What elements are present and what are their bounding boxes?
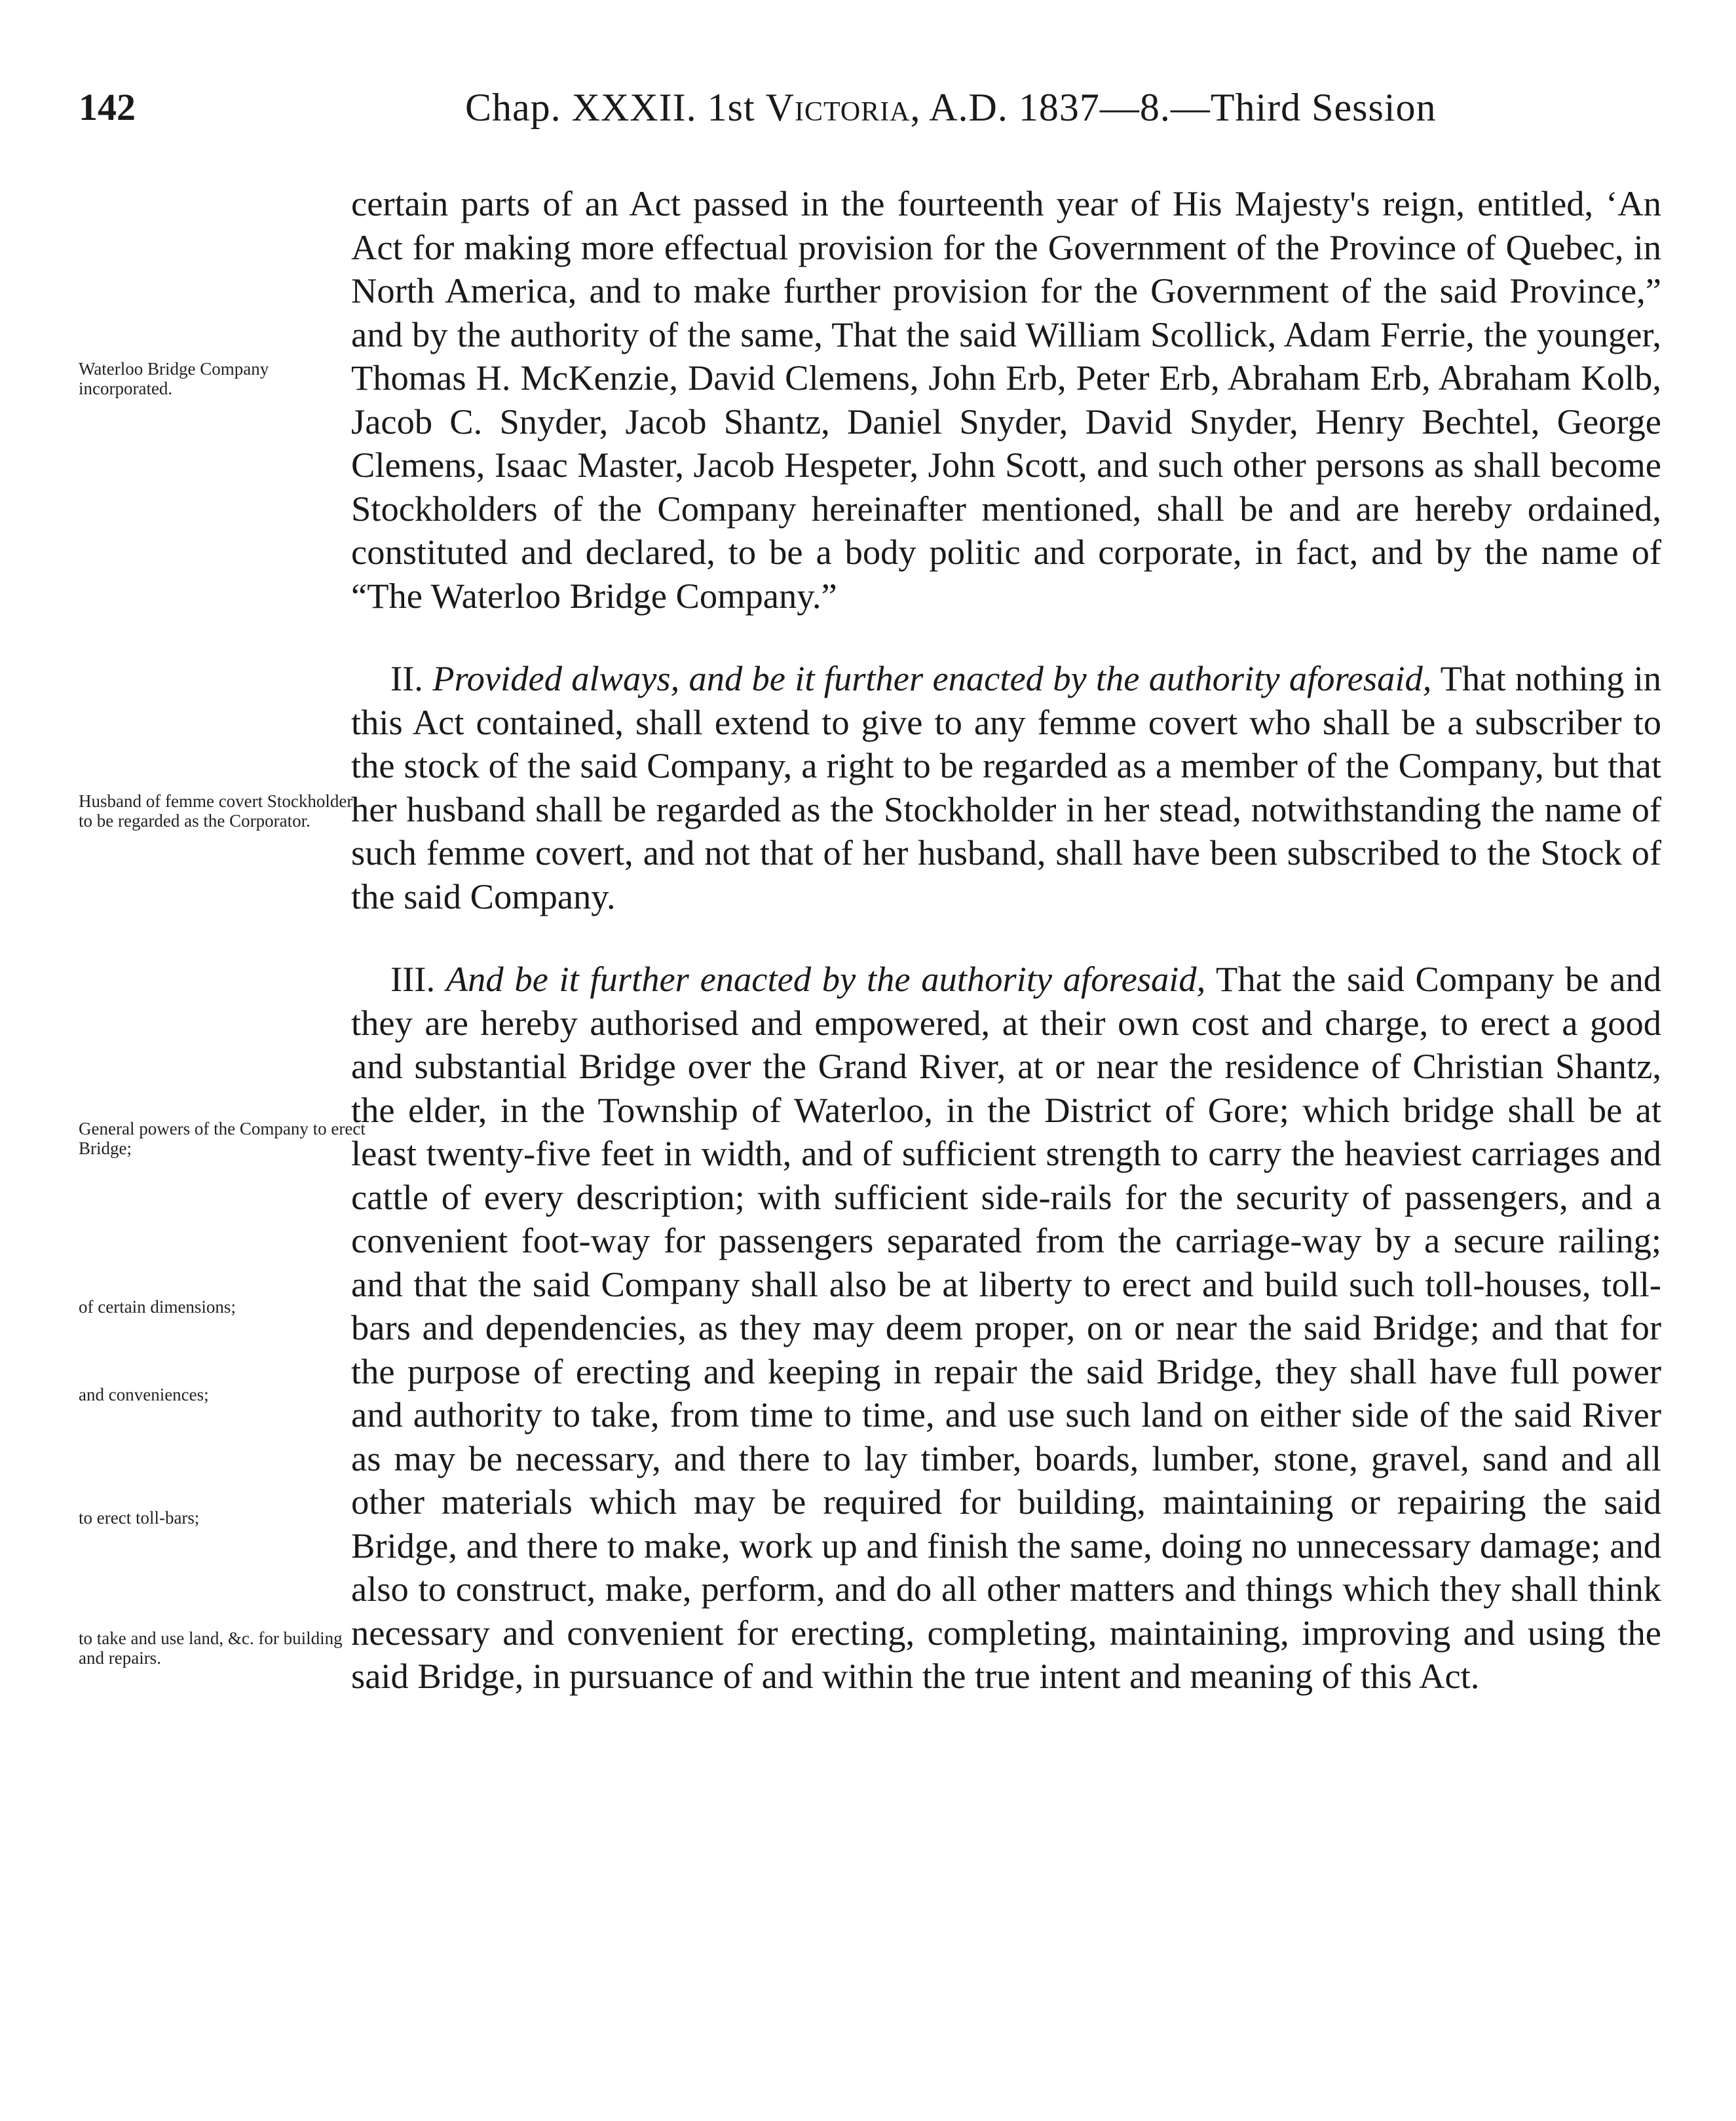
section-2 [351,657,1661,918]
paragraph-continuation: certain parts of an Act passed in the fourteenth year of His Majesty's reign, entitled, ‘An Act for making more effectual provision for the Government of the Province of Quebec, in North America, and to make further provision for the Government of the said Province,” and by the authority of the same, That the said William Scollick, Adam Ferrie, the younger, Thomas H. McKenzie, David Clemens, John Erb, Peter Erb, Abraham Erb, Abraham Kolb, Jacob C. Snyder, Jacob Shantz, Daniel Snyder, David Snyder, Henry Bechtel, George Clemens, Isaac Master, Jacob Hespeter, John Scott, and such other persons as shall become Stockholders of the Company hereinafter mentioned, shall be and are hereby ordained, constituted and declared, to be a body politic and corporate, in fact, and by the name of “The Waterloo Bridge Company.” [351,183,1661,616]
section-2-intro: Provided always, and be it further enacted by the authority aforesaid, [432,658,1432,698]
body-text [351,182,1661,1699]
margin-note-conveniences: and conveniences; [79,1385,209,1404]
running-head-date: , A.D. 1837—8.—Third Session [910,86,1437,129]
running-head-sovereign: Victoria [765,86,911,129]
margin-note-general-powers: General powers of the Company to erect Bridge; [79,1119,366,1158]
margin-note-femme-covert: Husband of femme covert Stockholder to be regarded as the Corporator. [79,791,353,831]
page-header [79,85,1664,138]
running-head [465,85,1437,130]
section-3-text: That the said Company be and they are hereby authorised and empowered, at their own cost and charge, to erect a good and substantial Bridge over the Grand River, at or near the residence of Christian Shantz, the elder, in the Township of Waterloo, in the District of Gore; which bridge shall be at least twenty-five feet in width, and of sufficient strength to carry the heaviest carriages and cattle of every description; with sufficient side-rails for the security of passengers, and a convenient foot-way for passengers separated from the carriage-way by a secure railing; and that the said Company shall also be at liberty to erect and build such toll-houses, toll-bars and dependencies, as they may deem proper, on or near the said Bridge; and that for the purpose of erecting and keeping in repair the said Bridge, they shall have full power and authority to take, from time to time, and use such land on either side of the said River as may be necessary, and there to lay timber, boards, lumber, stone, gravel, sand and all other materials which may be required for building, maintaining or repairing the said Bridge, and there to make, work up and finish the same, doing no unnecessary damage; and also to construct, make, perform, and do all other matters and things which they shall think necessary and convenient for erecting, completing, maintaining, improving and using the said Bridge, in pursuance of and within the true intent and meaning of this Act. [351,959,1661,1696]
margin-note-incorporation: Waterloo Bridge Company incorporated. [79,359,269,398]
section-3-number: III. [390,959,446,999]
margin-note-land-use: to take and use land, &c. for building and repairs. [79,1628,343,1668]
margin-note-toll-bars: to erect toll-bars; [79,1508,200,1528]
page-number: 142 [79,86,136,128]
section-2-text: That nothing in this Act contained, shall extend to give to any femme covert who shall be a subscriber to the stock of the said Company, a right to be regarded as a member of the Company, but that her husband shall be regarded as the Stockholder in her stead, notwithstanding the name of such femme covert, and not that of her husband, shall have been subscribed to the Stock of the said Company. [351,658,1661,916]
section-3 [351,958,1661,1699]
running-head-chapter: Chap. XXXII. 1st [465,86,766,129]
section-2-number: II. [390,658,433,698]
margin-note-dimensions: of certain dimensions; [79,1297,236,1317]
section-3-intro: And be it further enacted by the authority aforesaid, [445,959,1206,999]
